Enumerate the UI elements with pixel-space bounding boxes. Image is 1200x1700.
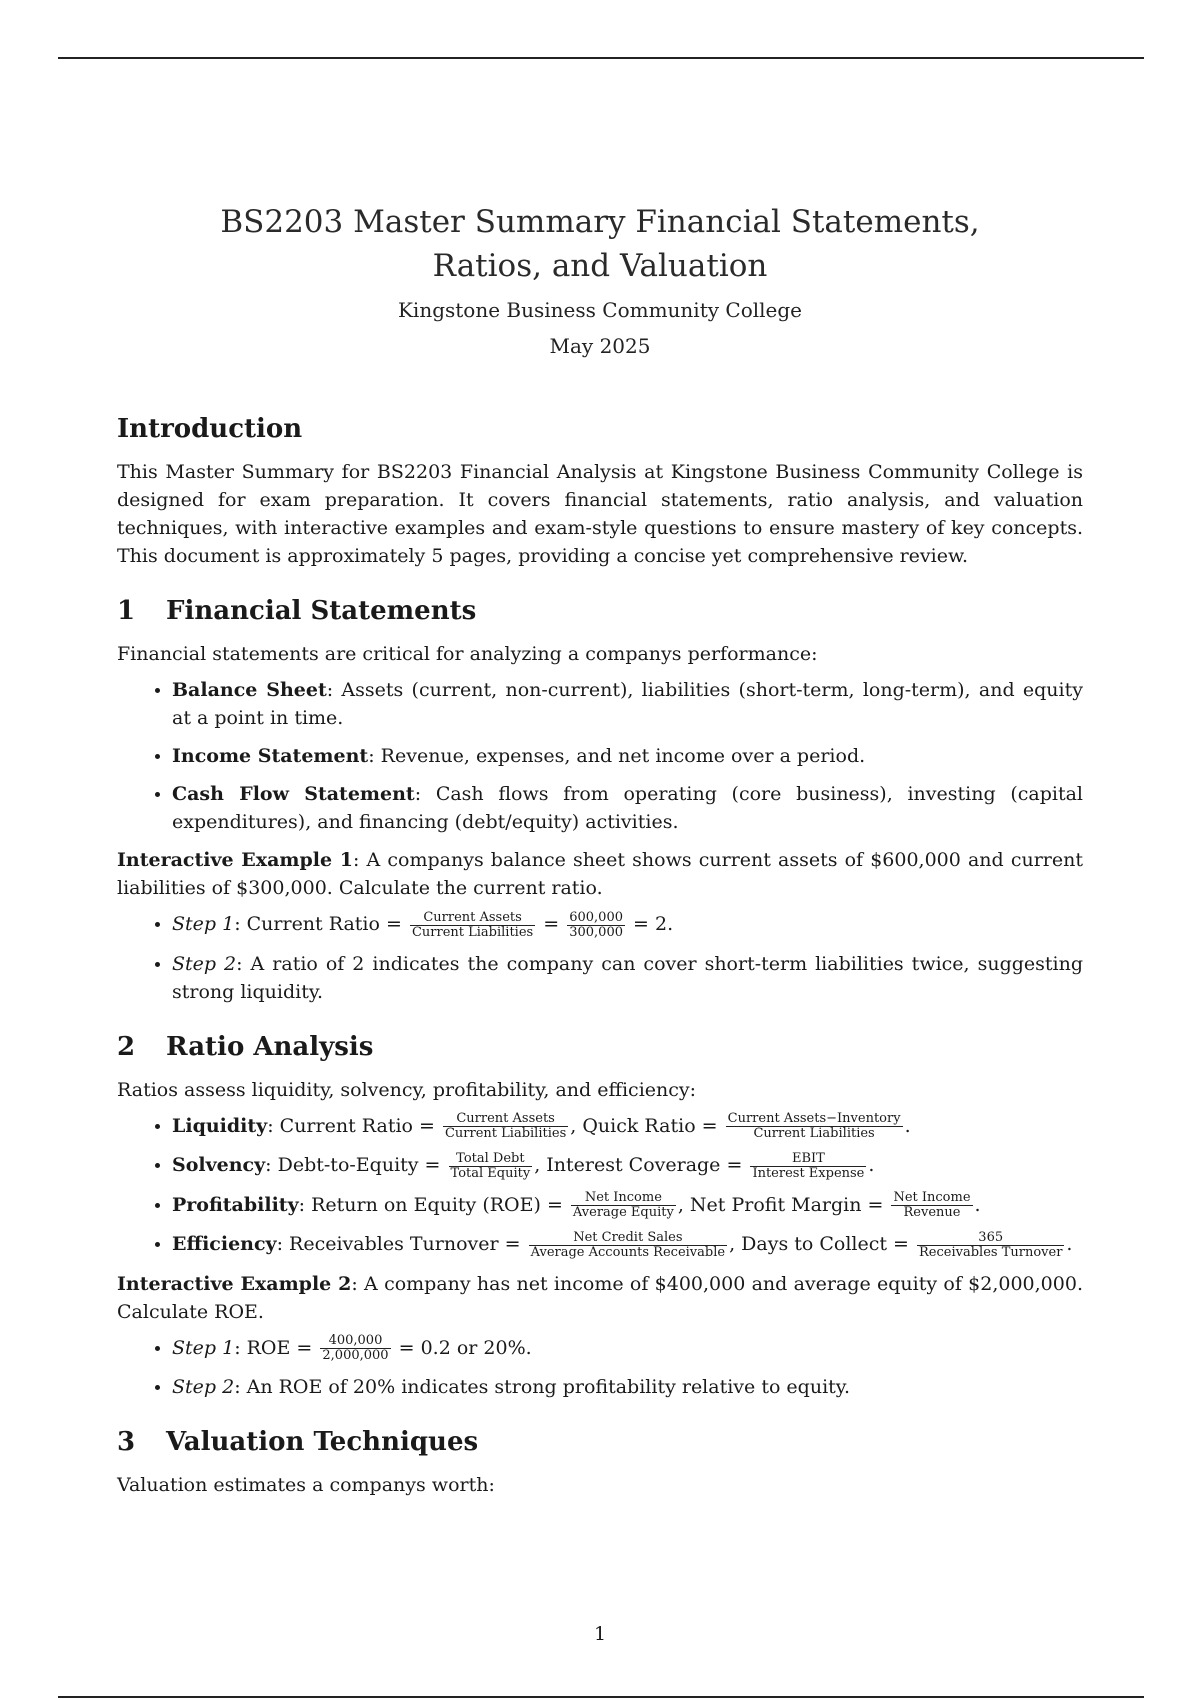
- fraction: $\frac{365}{\text{Receivables Turnover}}$: [919, 1229, 1063, 1260]
- example-2-steps: [117, 1334, 1083, 1402]
- section-heading: 3 Valuation Techniques: [117, 1427, 479, 1457]
- document-date: May 2025: [549, 334, 651, 358]
- page-number: 1: [593, 1623, 607, 1645]
- list-item: • Profitability: Return on Equity (ROE) = $\frac{\text{Net Income}}{\text{Average Equity}}$ , Net Profit Margin = $\frac{\text{Net Income}}{\text{Revenue}}$ .: [172, 1191, 1083, 1221]
- list-item: • Solvency: Debt-to-Equity = $\frac{\text{Total Debt}}{\text{Total Equity}}$ , Interest Coverage = $\frac{\text{EBIT}}{\text{Interest Expense}}$ .: [172, 1151, 1083, 1181]
- document-title: BS2203 Master Summary Financial Statements, Ratios, and Valuation: [220, 204, 980, 284]
- document-body: [117, 412, 1083, 1499]
- fraction: $\frac{600,000}{300,000}$: [569, 909, 623, 940]
- list-item: • Step 1: Current Ratio = $\frac{\text{Current Assets}}{\text{Current Liabilities}}$ = $\frac{600,000}{300,000}$ = 2.: [172, 910, 1083, 940]
- fraction: $\frac{\text{Net Income}}{\text{Revenue}}$: [893, 1190, 971, 1220]
- fraction: $\frac{\text{Net Credit Sales}}{\text{Average Accounts Receivable}}$: [530, 1229, 726, 1260]
- list-item: • Step 1: ROE = $\frac{400,000}{2,000,000}$ = 0.2 or 20%.: [172, 1334, 1083, 1364]
- fraction: $\frac{\text{Current Assets}}{\text{Current Liabilities}}$: [444, 1111, 567, 1141]
- ratios-list: [117, 1112, 1083, 1260]
- section-lead: Valuation estimates a companys worth:: [117, 1474, 495, 1496]
- title-block: [117, 200, 1083, 358]
- introduction-section: [117, 412, 1083, 570]
- list-item: • Step 2: An ROE of 20% indicates strong profitability relative to equity.: [172, 1373, 1083, 1401]
- section-lead: Ratios assess liquidity, solvency, profitability, and efficiency:: [117, 1078, 697, 1101]
- financial-statements-section: [117, 594, 1083, 1006]
- fraction: $\frac{\text{Current Assets}}{\text{Current Liabilities}}$: [411, 909, 534, 940]
- list-item: • Step 2: A ratio of 2 indicates the company can cover short-term liabilities twice, suggesting strong liquidity.: [172, 950, 1083, 1006]
- example-1-steps: [117, 910, 1083, 1006]
- ratio-analysis-section: [117, 1030, 1083, 1402]
- list-item: • Cash Flow Statement: Cash flows from operating (core business), investing (capital expenditures), and financing (debt/equity) activities.: [172, 780, 1083, 836]
- top-rule: [58, 57, 1144, 59]
- list-item: • Balance Sheet: Assets (current, non-current), liabilities (short-term, long-term), and equity at a point in time.: [172, 676, 1083, 732]
- list-item: • Efficiency: Receivables Turnover = $\frac{\text{Net Credit Sales}}{\text{Average Accounts Receivable}}$ , Days to Collect = $\frac{365}{\text{Receivables Turnover}}$ .: [172, 1230, 1083, 1260]
- section-heading: 1 Financial Statements: [117, 596, 477, 626]
- interactive-example-2: Interactive Example 2: A company has net income of $400,000 and average equity of $2,000,000. Calculate ROE.: [117, 1272, 1083, 1323]
- list-item: • Liquidity: Current Ratio = $\frac{\text{Current Assets}}{\text{Current Liabilities}}$ , Quick Ratio = $\frac{\text{Current Assets−Inventory}}{\text{Current Liabilities}}$ .: [172, 1112, 1083, 1142]
- statements-list: [117, 676, 1083, 836]
- fraction: $\frac{400,000}{2,000,000}$: [322, 1333, 389, 1363]
- section-heading: 2 Ratio Analysis: [117, 1031, 374, 1062]
- fraction: $\frac{\text{Total Debt}}{\text{Total Equity}}$: [450, 1150, 531, 1181]
- fraction: $\frac{\text{Current Assets−Inventory}}{\text{Current Liabilities}}$: [727, 1111, 901, 1141]
- fraction: $\frac{\text{Net Income}}{\text{Average Equity}}$: [572, 1190, 674, 1220]
- interactive-example-1: Interactive Example 1: A companys balance sheet shows current assets of $600,000 and current liabilities of $300,000. Calculate the current ratio.: [117, 849, 1083, 899]
- section-lead: Financial statements are critical for analyzing a companys performance:: [117, 643, 818, 665]
- bottom-rule: [58, 1696, 1144, 1698]
- introduction-text: This Master Summary for BS2203 Financial Analysis at Kingstone Business Community College is designed for exam preparation. It covers financial statements, ratio analysis, and valuation techniques, with interactive examples and exam-style questions to ensure mastery of key concepts. This document is approximately 5 pages, providing a concise yet comprehensive review.: [117, 461, 1083, 567]
- valuation-section: [117, 1425, 1083, 1499]
- introduction-heading: Introduction: [117, 414, 303, 444]
- fraction: $\frac{\text{EBIT}}{\text{Interest Expense}}$: [752, 1150, 865, 1181]
- institution-name: Kingstone Business Community College: [397, 298, 802, 322]
- list-item: • Income Statement: Revenue, expenses, and net income over a period.: [172, 742, 1083, 770]
